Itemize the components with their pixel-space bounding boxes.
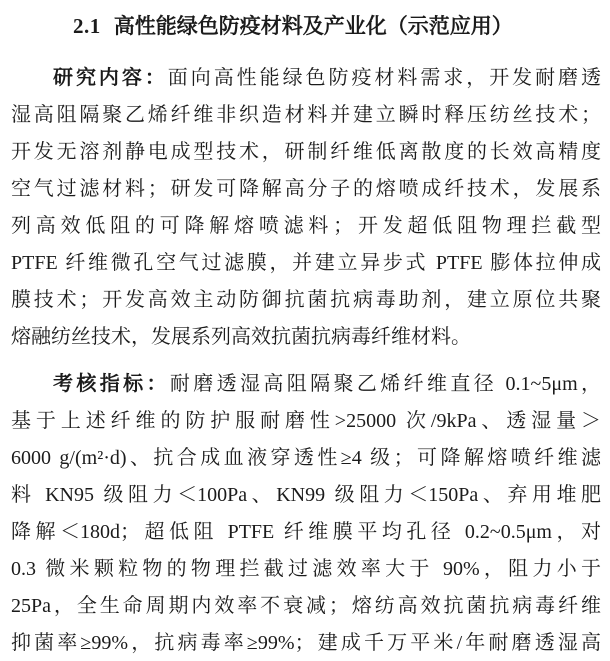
text-line (11, 366, 601, 403)
text-run: 面向高性能绿色防疫材料需求，开发耐磨透 (167, 67, 601, 89)
text-line: 空气过滤材料；研发可降解高分子的熔喷成纤技术，发展系 (11, 178, 601, 200)
research-content-paragraph (11, 60, 601, 356)
text-line: 开发无溶剂静电成型技术，研制纤维低离散度的长效高精度 (11, 141, 601, 163)
section-number: 2.1 (73, 14, 101, 38)
text-line: 基于上述纤维的防护服耐磨性>25000 次/9kPa、透湿量＞ (11, 410, 601, 432)
assessment-indicators-paragraph (11, 366, 601, 661)
text-line: 6000 g/(m²·d)、抗合成血液穿透性≥4 级；可降解熔喷纤维滤 (11, 447, 601, 469)
text-line: 湿高阻隔聚乙烯纤维非织造材料并建立瞬时释压纺丝技术； (11, 104, 601, 126)
text-run: 耐磨透湿高阻隔聚乙烯纤维直径 0.1~5μm， (169, 373, 601, 395)
text-line: PTFE 纤维微孔空气过滤膜，并建立异步式 PTFE 膨体拉伸成 (11, 252, 601, 274)
text-line: 料 KN95 级阻力＜100Pa、KN99 级阻力＜150Pa、弃用堆肥 (11, 484, 601, 506)
text-line (11, 60, 601, 97)
text-line: 25Pa，全生命周期内效率不衰减；熔纺高效抗菌抗病毒纤维 (11, 595, 601, 617)
text-line: 膜技术；开发高效主动防御抗菌抗病毒助剂，建立原位共聚 (11, 289, 601, 311)
text-line: 降解＜180d；超低阻 PTFE 纤维膜平均孔径 0.2~0.5μm，对 (11, 521, 601, 543)
text-line: 列高效低阻的可降解熔喷滤料；开发超低阻物理拦截型 (11, 215, 601, 237)
research-content-label: 研究内容： (53, 67, 168, 89)
text-line: 0.3 微米颗粒物的物理拦截过滤效率大于 90%，阻力小于 (11, 558, 601, 580)
section-title (11, 8, 601, 45)
text-line: 抑菌率≥99%，抗病毒率≥99%；建成千万平米/年耐磨透湿高 (11, 632, 601, 654)
text-line: 熔融纺丝技术，发展系列高效抗菌抗病毒纤维材料。 (11, 326, 471, 348)
assessment-indicators-label: 考核指标： (53, 373, 170, 395)
section-title-text: 高性能绿色防疫材料及产业化（示范应用） (113, 14, 513, 38)
